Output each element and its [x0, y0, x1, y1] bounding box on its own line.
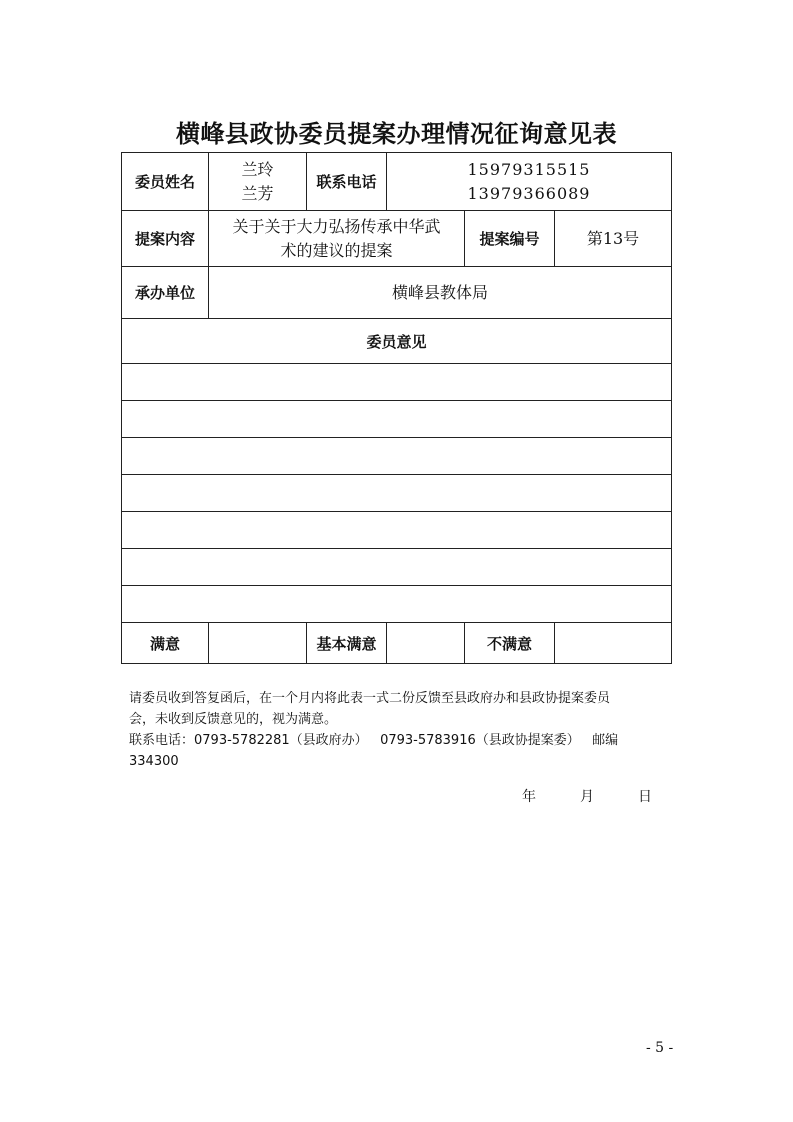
unsatisfied-checkbox-cell[interactable]: [555, 623, 672, 664]
proposal-content-line-2: 术的建议的提案: [280, 240, 393, 260]
proposal-content-line-1: 关于关于大力弘扬传承中华武: [232, 216, 441, 236]
opinion-line-4[interactable]: [122, 475, 672, 512]
opinion-line-7[interactable]: [122, 586, 672, 623]
opinion-line-5[interactable]: [122, 512, 672, 549]
note-line-3: 联系电话：0793-5782281（县政府办） 0793-5783916（县政协提案委） 邮编: [129, 733, 619, 748]
date-day: 日: [638, 789, 652, 805]
proposal-number-label: 提案编号: [465, 211, 555, 267]
note-line-2: 会，未收到反馈意见的，视为满意。: [129, 712, 338, 727]
phone-label: 联系电话: [307, 153, 387, 211]
member-name-1: 兰玲: [241, 159, 274, 179]
proposal-row: [122, 211, 672, 267]
form-title: 横峰县政协委员提案办理情况征询意见表: [176, 120, 617, 148]
opinion-line-3[interactable]: [122, 438, 672, 475]
handling-unit-label: 承办单位: [122, 267, 209, 319]
satisfied-label: 满意: [122, 623, 209, 664]
opinion-line-6[interactable]: [122, 549, 672, 586]
basically-satisfied-label: 基本满意: [307, 623, 387, 664]
phone-1: 15979315515: [467, 159, 591, 179]
opinion-header: 委员意见: [122, 319, 672, 364]
member-names-cell[interactable]: [209, 153, 307, 211]
proposal-content-label: 提案内容: [122, 211, 209, 267]
member-row: [122, 153, 672, 211]
date-month: 月: [580, 789, 594, 805]
opinion-header-row: [122, 319, 672, 364]
phones-cell[interactable]: [387, 153, 672, 211]
opinion-line-1[interactable]: [122, 364, 672, 401]
member-name-2: 兰芳: [241, 183, 274, 203]
proposal-number[interactable]: 第13号: [555, 211, 672, 267]
date-year: 年: [522, 789, 536, 805]
page-number: - 5 -: [646, 1040, 674, 1056]
satisfied-checkbox-cell[interactable]: [209, 623, 307, 664]
feedback-form-table: [121, 152, 672, 664]
note-line-1: 请委员收到答复函后，在一个月内将此表一式二份反馈至县政府办和县政协提案委员: [129, 691, 611, 706]
member-name-label: 委员姓名: [122, 153, 209, 211]
handling-unit[interactable]: 横峰县教体局: [209, 267, 672, 319]
unsatisfied-label: 不满意: [465, 623, 555, 664]
note-line-4: 334300: [129, 754, 179, 769]
proposal-content-cell[interactable]: [209, 211, 465, 267]
basically-satisfied-checkbox-cell[interactable]: [387, 623, 465, 664]
satisfaction-row: [122, 623, 672, 664]
phone-2: 13979366089: [467, 183, 591, 203]
instructions-note: [129, 688, 674, 772]
handling-unit-row: [122, 267, 672, 319]
opinion-line-2[interactable]: [122, 401, 672, 438]
